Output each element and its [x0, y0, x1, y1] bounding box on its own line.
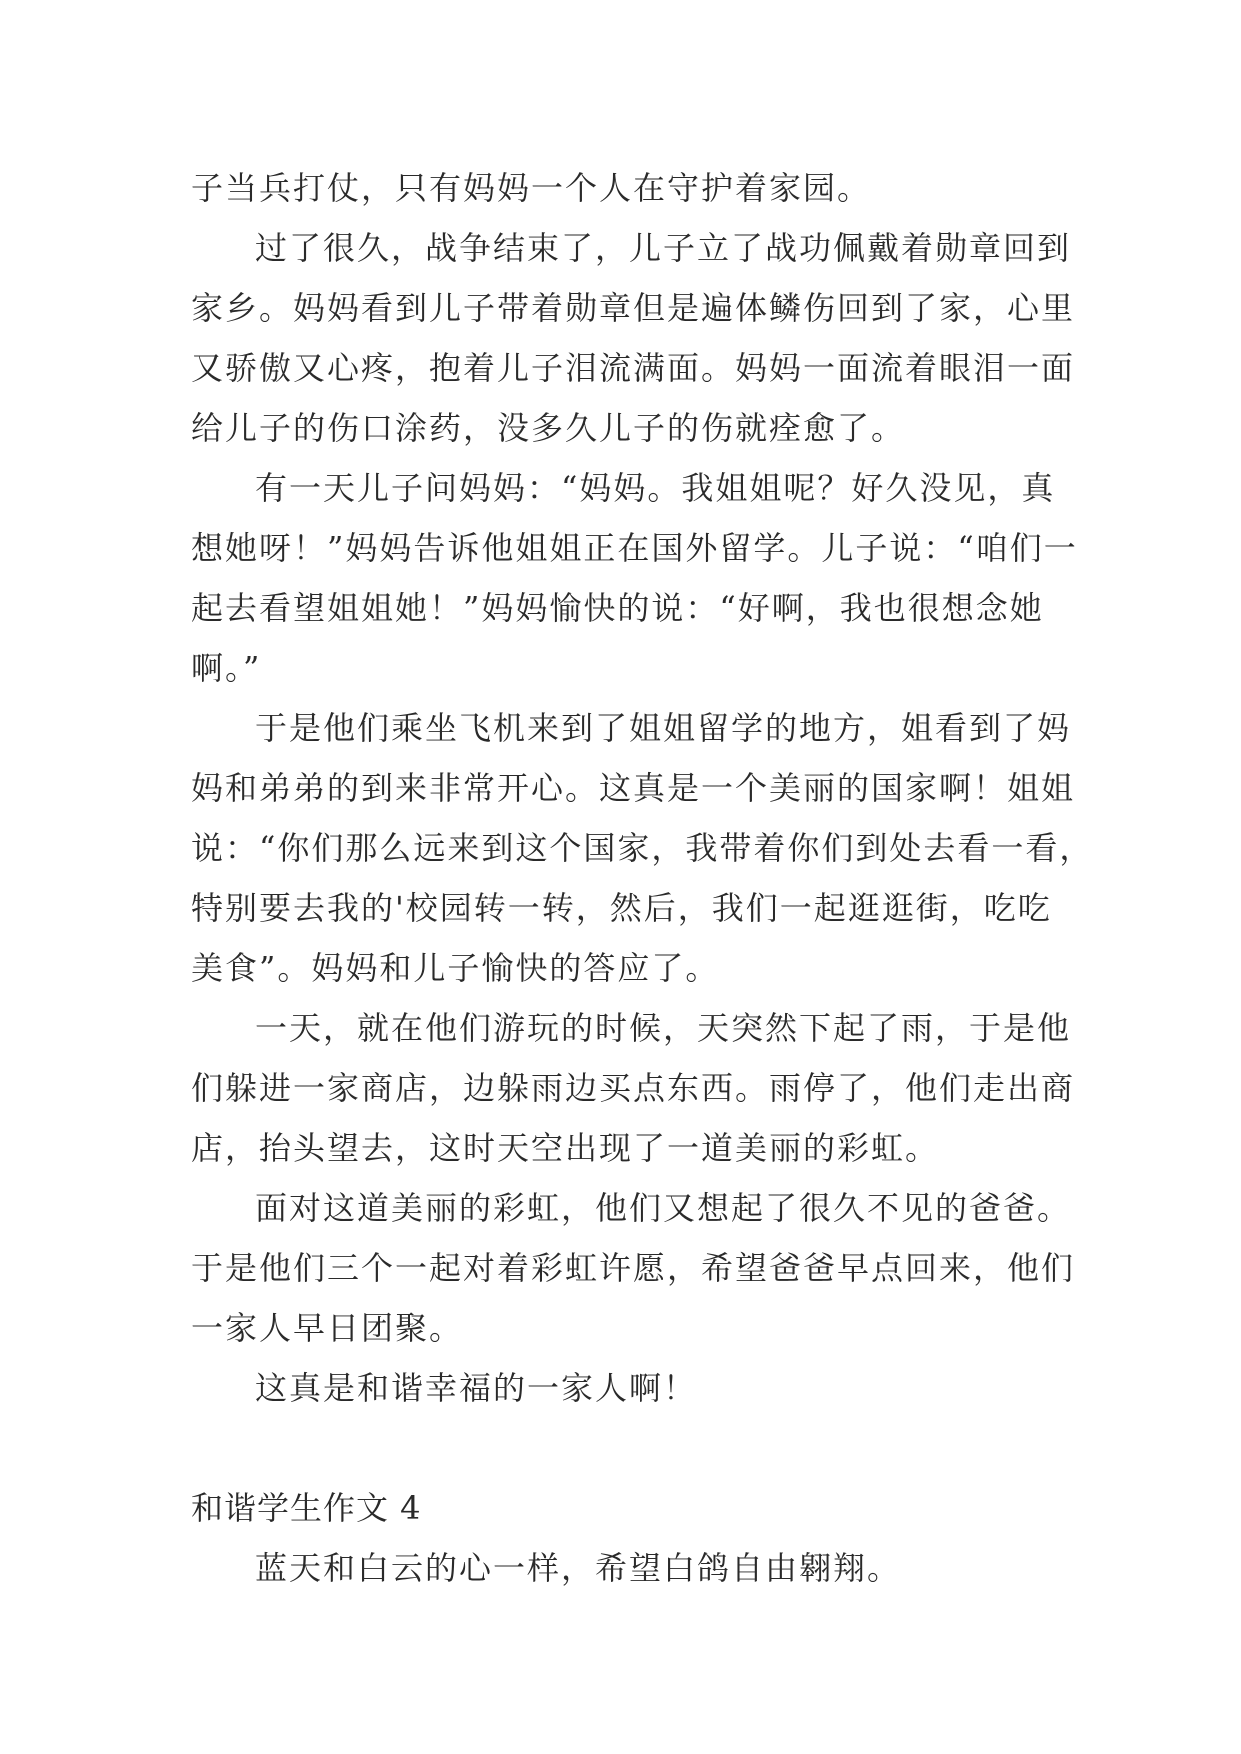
text-line: 于是他们三个一起对着彩虹许愿，希望爸爸早点回来，他们	[191, 1249, 1076, 1287]
essay-body	[191, 158, 1094, 1598]
text-line: 美食”。妈妈和儿子愉快的答应了。	[191, 949, 720, 987]
text-line: 特别要去我的'校园转一转，然后，我们一起逛逛街，吃吃	[191, 889, 1052, 927]
paragraph-start: 这真是和谐幸福的一家人啊！	[255, 1369, 698, 1407]
section-gap	[191, 1418, 1063, 1478]
paragraph-start: 面对这道美丽的彩虹，他们又想起了很久不见的爸爸。	[255, 1189, 1072, 1227]
section-heading: 和谐学生作文 4	[191, 1489, 422, 1527]
text-line: 想她呀！”妈妈告诉他姐姐正在国外留学。儿子说：“咱们一	[191, 529, 1078, 567]
text-line: 又骄傲又心疼，抱着儿子泪流满面。妈妈一面流着眼泪一面	[191, 349, 1076, 387]
text-line: 啊。”	[191, 649, 262, 687]
text-line: 家乡。妈妈看到儿子带着勋章但是遍体鳞伤回到了家，心里	[191, 289, 1076, 327]
text-line: 们躲进一家商店，边躲雨边买点东西。雨停了，他们走出商	[191, 1069, 1076, 1107]
paragraph-start: 于是他们乘坐飞机来到了姐姐留学的地方，姐看到了妈	[255, 709, 1072, 747]
text-line: 说：“你们那么远来到这个国家，我带着你们到处去看一看，	[191, 829, 1094, 867]
paragraph-start: 蓝天和白云的心一样，希望白鸽自由翱翔。	[255, 1549, 902, 1587]
text-line: 起去看望姐姐她！”妈妈愉快的说：“好啊，我也很想念她	[191, 589, 1044, 627]
text-line: 给儿子的伤口涂药，没多久儿子的伤就痊愈了。	[191, 409, 906, 447]
paragraph-start: 过了很久，战争结束了，儿子立了战功佩戴着勋章回到	[255, 229, 1072, 267]
text-line: 子当兵打仗，只有妈妈一个人在守护着家园。	[191, 169, 872, 207]
paragraph-start: 有一天儿子问妈妈：“妈妈。我姐姐呢？好久没见，真	[255, 469, 1056, 507]
paragraph-start: 一天，就在他们游玩的时候，天突然下起了雨，于是他	[255, 1009, 1072, 1047]
text-line: 妈和弟弟的到来非常开心。这真是一个美丽的国家啊！姐姐	[191, 769, 1076, 807]
text-line: 一家人早日团聚。	[191, 1309, 464, 1347]
text-line: 店，抬头望去，这时天空出现了一道美丽的彩虹。	[191, 1129, 940, 1167]
